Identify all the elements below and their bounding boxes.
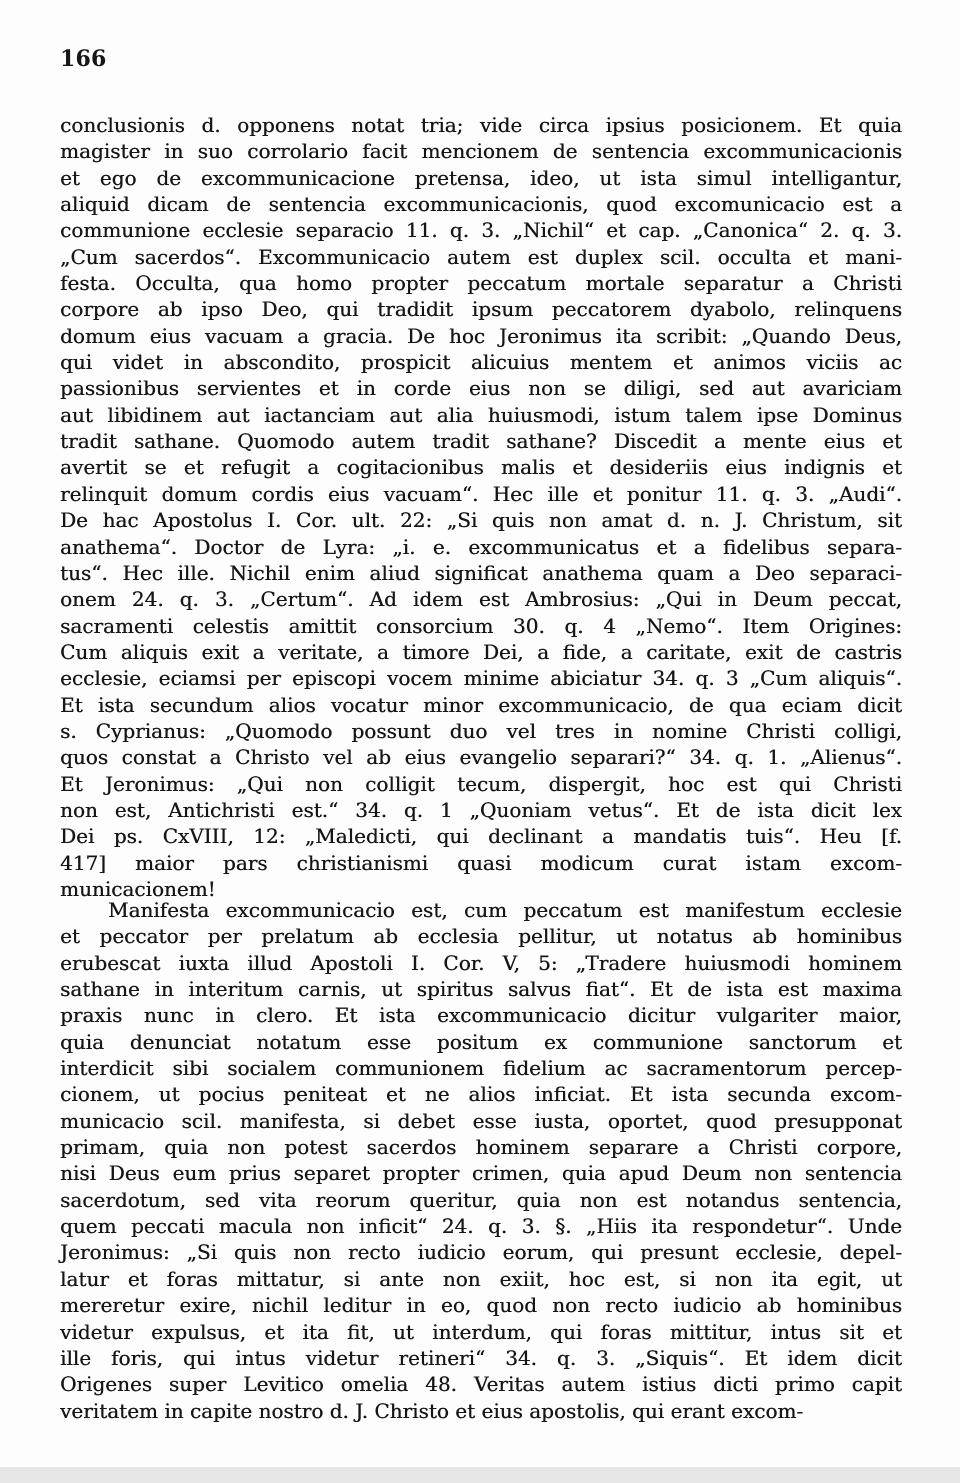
page-number: 166 bbox=[60, 46, 107, 72]
text-line: latur et foras mittatur, si ante non exiit, hoc est, si non ita egit, ut bbox=[60, 1266, 902, 1291]
text-line: praxis nunc in clero. Et ista excommunicacio dicitur vulgariter maior, bbox=[60, 1003, 902, 1028]
text-line: relinquit domum cordis eius vacuam“. Hec ille et ponitur 11. q. 3. „Audi“. bbox=[60, 481, 902, 506]
text-line: nisi Deus eum prius separet propter crimen, quia apud Deum non sentencia bbox=[60, 1161, 902, 1186]
text-line: tus“. Hec ille. Nichil enim aliud significat anathema quam a Deo separaci- bbox=[60, 560, 902, 585]
text-line: Dei ps. CxVIII, 12: „Maledicti, qui declinant a mandatis tuis“. Heu [f. bbox=[60, 824, 902, 849]
text-line: non est, Antichristi est.“ 34. q. 1 „Quoniam vetus“. Et de ista dicit lex bbox=[60, 797, 902, 822]
text-line: quia denunciat notatum esse positum ex communione sanctorum et bbox=[60, 1029, 902, 1054]
text-line: primam, quia non potest sacerdos hominem separare a Christi corpore, bbox=[60, 1135, 902, 1160]
text-line: veritatem in capite nostro d. J. Christo et eius apostolis, qui erant excom- bbox=[60, 1398, 804, 1423]
text-line: videtur expulsus, et ita fit, ut interdum, qui foras mittitur, intus sit et bbox=[60, 1319, 902, 1344]
text-line: et ego de excommunicacione pretensa, ideo, ut ista simul intelligantur, bbox=[60, 165, 902, 190]
text-line: et peccator per prelatum ab ecclesia pellitur, ut notatus ab hominibus bbox=[60, 924, 902, 949]
page-bottom-edge bbox=[0, 1467, 960, 1483]
text-line: „Cum sacerdos“. Excommunicacio autem est duplex scil. occulta et mani- bbox=[60, 244, 902, 269]
text-line: De hac Apostolus I. Cor. ult. 22: „Si quis non amat d. n. J. Christum, sit bbox=[60, 508, 902, 533]
text-line: corpore ab ipso Deo, qui tradidit ipsum peccatorem dyabolo, relinquens bbox=[60, 297, 902, 322]
text-line: Et Jeronimus: „Qui non colligit tecum, dispergit, hoc est qui Christi bbox=[60, 771, 902, 796]
text-line: Cum aliquis exit a veritate, a timore Dei, a fide, a caritate, exit de castris bbox=[60, 639, 902, 664]
text-line: Jeronimus: „Si quis non recto iudicio eorum, qui presunt ecclesie, depel- bbox=[60, 1240, 902, 1265]
text-line: mereretur exire, nichil leditur in eo, quod non recto iudicio ab hominibus bbox=[60, 1293, 902, 1318]
text-line: cionem, ut pocius peniteat et ne alios inficiat. Et ista secunda excom- bbox=[60, 1082, 902, 1107]
text-line: onem 24. q. 3. „Certum“. Ad idem est Ambrosius: „Qui in Deum peccat, bbox=[60, 587, 902, 612]
text-line: tradit sathane. Quomodo autem tradit sathane? Discedit a mente eius et bbox=[60, 429, 902, 454]
text-line: avertit se et refugit a cogitacionibus malis et desideriis eius indignis et bbox=[60, 455, 902, 480]
text-line: Manifesta excommunicacio est, cum peccatum est manifestum ecclesie bbox=[108, 898, 902, 922]
text-line: magister in suo corrolario facit mencionem de sentencia excommunicacionis bbox=[60, 139, 902, 164]
text-line: sacerdotum, sed vita reorum queritur, quia non est notandus sentencia, bbox=[60, 1187, 902, 1212]
text-line: s. Cyprianus: „Quomodo possunt duo vel tres in nomine Christi colligi, bbox=[60, 718, 902, 743]
text-line: conclusionis d. opponens notat tria; vide circa ipsius posicionem. Et quia bbox=[60, 113, 902, 137]
text-line: anathema“. Doctor de Lyra: „i. e. excommunicatus et a fidelibus separa- bbox=[60, 534, 902, 559]
text-line: aut libidinem aut iactanciam aut alia huiusmodi, istum talem ipse Dominus bbox=[60, 402, 902, 427]
text-line: festa. Occulta, qua homo propter peccatum mortale separatur a Christi bbox=[60, 271, 902, 296]
text-line: qui videt in abscondito, prospicit alicuius mentem et animos viciis ac bbox=[60, 350, 902, 375]
text-line: aliquid dicam de sentencia excommunicacionis, quod excomunicacio est a bbox=[60, 192, 902, 217]
text-line: communione ecclesie separacio 11. q. 3. „Nichil“ et cap. „Canonica“ 2. q. 3. bbox=[60, 218, 902, 243]
text-line: 417] maior pars christianismi quasi modicum curat istam excom- bbox=[60, 850, 902, 875]
paragraph-excommunication-occult bbox=[60, 112, 902, 902]
text-line: domum eius vacuam a gracia. De hoc Jeronimus ita scribit: „Quando Deus, bbox=[60, 323, 902, 348]
text-line: quem peccati macula non inficit“ 24. q. 3. §. „Hiis ita respondetur“. Unde bbox=[60, 1214, 902, 1239]
text-line: Origenes super Levitico omelia 48. Veritas autem istius dicti primo capit bbox=[60, 1372, 902, 1397]
paragraph-excommunication-manifest bbox=[60, 897, 902, 1424]
text-line: quos constat a Christo vel ab eius evangelio separari?“ 34. q. 1. „Alienus“. bbox=[60, 745, 902, 770]
text-line: Et ista secundum alios vocatur minor excommunicacio, de qua eciam dicit bbox=[60, 692, 902, 717]
text-line: sathane in interitum carnis, ut spiritus salvus fiat“. Et de ista est maxima bbox=[60, 977, 902, 1002]
text-line: municacionem! bbox=[60, 876, 216, 901]
text-line: ille foris, qui intus videtur retineri“ 34. q. 3. „Siquis“. Et idem dicit bbox=[60, 1345, 902, 1370]
text-line: municacio scil. manifesta, si debet esse iusta, oportet, quod presupponat bbox=[60, 1108, 902, 1133]
text-line: ecclesie, eciamsi per episcopi vocem minime abiciatur 34. q. 3 „Cum aliquis“. bbox=[60, 666, 902, 691]
text-line: sacramenti celestis amittit consorcium 30. q. 4 „Nemo“. Item Origines: bbox=[60, 613, 902, 638]
text-line: erubescat iuxta illud Apostoli I. Cor. V, 5: „Tradere huiusmodi hominem bbox=[60, 950, 902, 975]
text-line: interdicit sibi socialem communionem fidelium ac sacramentorum percep- bbox=[60, 1056, 902, 1081]
text-line: passionibus servientes et in corde eius non se diligi, sed aut avariciam bbox=[60, 376, 902, 401]
